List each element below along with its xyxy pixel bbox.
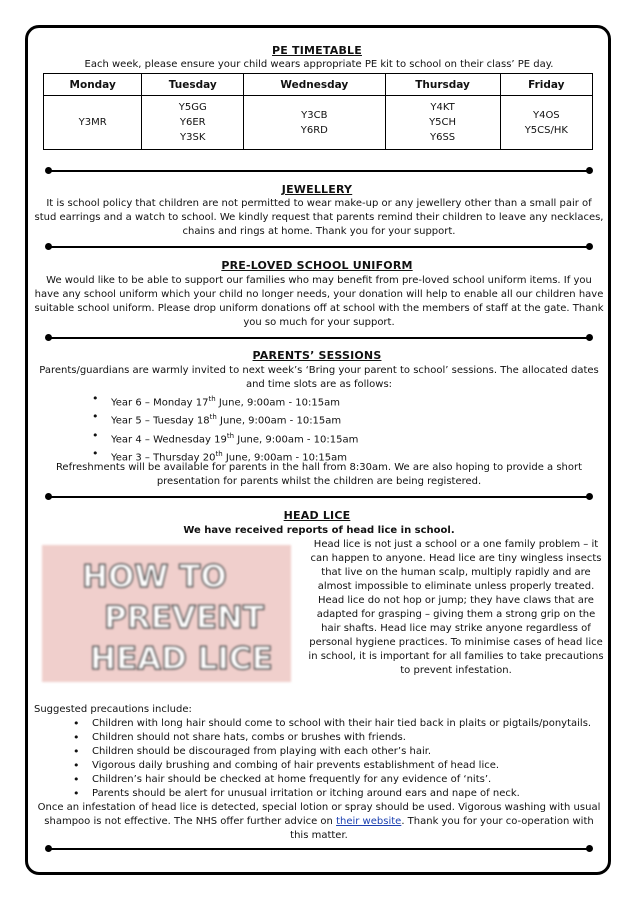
- precaution-item: • Children with long hair should come to school with their hair tied back in plaits or pigtails/ponytails.: [73, 717, 613, 731]
- section-divider: [48, 496, 590, 498]
- sessions-intro: Parents/guardians are warmly invited to next week’s ‘Bring your parent to school’ sessions. The allocated dates and time slots are as follows:: [39, 365, 599, 390]
- svg-text:PREVENT: PREVENT: [104, 600, 265, 636]
- section-divider: [48, 246, 590, 248]
- pe-day-cell: [244, 96, 385, 150]
- precaution-item: • Parents should be alert for unusual irritation or itching around ears and nape of neck.: [73, 787, 613, 801]
- pe-day-cell: [500, 96, 592, 150]
- precautions-list: [73, 717, 613, 801]
- precautions-label: Suggested precautions include:: [34, 704, 192, 715]
- class-code: Y3MR: [78, 117, 107, 128]
- class-code: Y3CB: [301, 109, 328, 121]
- precaution-item: • Children’s hair should be checked at home frequently for any evidence of ‘nits’.: [73, 773, 613, 787]
- pe-intro: Each week, please ensure your child wears appropriate PE kit to school on their class’ PE day.: [84, 59, 554, 70]
- pe-day-cell: [44, 96, 142, 150]
- class-code: Y6ER: [179, 117, 206, 128]
- precaution-item: • Vigorous daily brushing and combing of hair prevents establishment of head lice.: [73, 759, 613, 773]
- head-lice-heading: HEAD LICE: [283, 509, 351, 522]
- session-item: • Year 3 – Thursday 20th June, 9:00am - 10:15am: [92, 447, 512, 465]
- class-code: Y5CH: [429, 117, 457, 128]
- pe-header-cell: Thursday: [385, 74, 500, 96]
- pe-header-cell: Friday: [500, 74, 592, 96]
- class-code: Y4KT: [430, 102, 455, 113]
- jewellery-heading: JEWELLERY: [281, 183, 353, 196]
- sessions-heading: PARENTS’ SESSIONS: [252, 349, 382, 362]
- class-code: Y6RD: [300, 124, 328, 136]
- section-divider: [48, 848, 590, 850]
- pe-day-cell: [385, 96, 500, 150]
- uniform-heading: PRE-LOVED SCHOOL UNIFORM: [221, 259, 413, 272]
- class-code: Y5GG: [178, 102, 207, 113]
- pe-header-row: [44, 74, 593, 96]
- class-code: Y4OS: [532, 109, 560, 121]
- uniform-text: We would like to be able to support our families who may benefit from pre-loved school uniform items. If you have any school uniform which your child no longer needs, your donation will help to enable all our children have suitable school uniform. Please drop uniform donations off at school with the members of staff at the gate. Thank you so much for your support.: [34, 275, 604, 328]
- head-lice-subtitle: We have received reports of head lice in school.: [183, 525, 455, 536]
- head-lice-image: [42, 545, 291, 682]
- svg-text:HOW TO: HOW TO: [82, 559, 227, 595]
- sessions-list: [92, 392, 512, 465]
- section-divider: [48, 170, 590, 172]
- jewellery-text: It is school policy that children are not permitted to wear make-up or any jewellery other than a small pair of stud earrings and a watch to school. We kindly request that parents remind their children to leave any necklaces, chains and rings at home. Thank you for your support.: [34, 198, 604, 237]
- sessions-outro: Refreshments will be available for parents in the hall from 8:30am. We are also hoping to provide a short presentation for parents whilst the children are being registered.: [55, 462, 583, 487]
- pe-header-cell: Wednesday: [244, 74, 385, 96]
- pe-day-cell: [142, 96, 244, 150]
- precaution-item: • Children should not share hats, combs or brushes with friends.: [73, 731, 613, 745]
- pe-classes-row: [44, 96, 593, 150]
- section-divider: [48, 337, 590, 339]
- pe-header-cell: Monday: [44, 74, 142, 96]
- session-item: • Year 5 – Tuesday 18th June, 9:00am - 10:15am: [92, 410, 512, 428]
- session-item: • Year 4 – Wednesday 19th June, 9:00am - 10:15am: [92, 429, 512, 447]
- nhs-website-link[interactable]: their website: [336, 816, 402, 827]
- head-lice-body: Head lice is not just a school or a one family problem – it can happen to anyone. Head lice are tiny wingless insects that live on the human scalp, multiply rapidly and are almost impossible to eliminate unless properly treated. Head lice do not hop or jump; they have claws that are adapted for grasping – giving them a strong grip on the hair shafts. Head lice may strike anyone regardless of personal hygiene practices. To minimise cases of head lice in school, it is important for all families to take precautions to prevent infestation.: [308, 539, 604, 676]
- pe-timetable: [43, 73, 593, 150]
- class-code: Y5CS/HK: [524, 124, 568, 136]
- precaution-item: • Children should be discouraged from playing with each other’s hair.: [73, 745, 613, 759]
- session-item: • Year 6 – Monday 17th June, 9:00am - 10:15am: [92, 392, 512, 410]
- head-lice-closing: Once an infestation of head lice is detected, special lotion or spray should be used. Vigorous washing with usual shampoo is not effective. The NHS offer further advice on their website. Thank you for your co-operation with this matter.: [37, 802, 601, 841]
- class-code: Y3SK: [180, 132, 206, 143]
- svg-text:HEAD LICE: HEAD LICE: [90, 641, 273, 677]
- class-code: Y6SS: [429, 132, 456, 143]
- pe-header-cell: Tuesday: [142, 74, 244, 96]
- pe-timetable-heading: PE TIMETABLE: [272, 44, 362, 57]
